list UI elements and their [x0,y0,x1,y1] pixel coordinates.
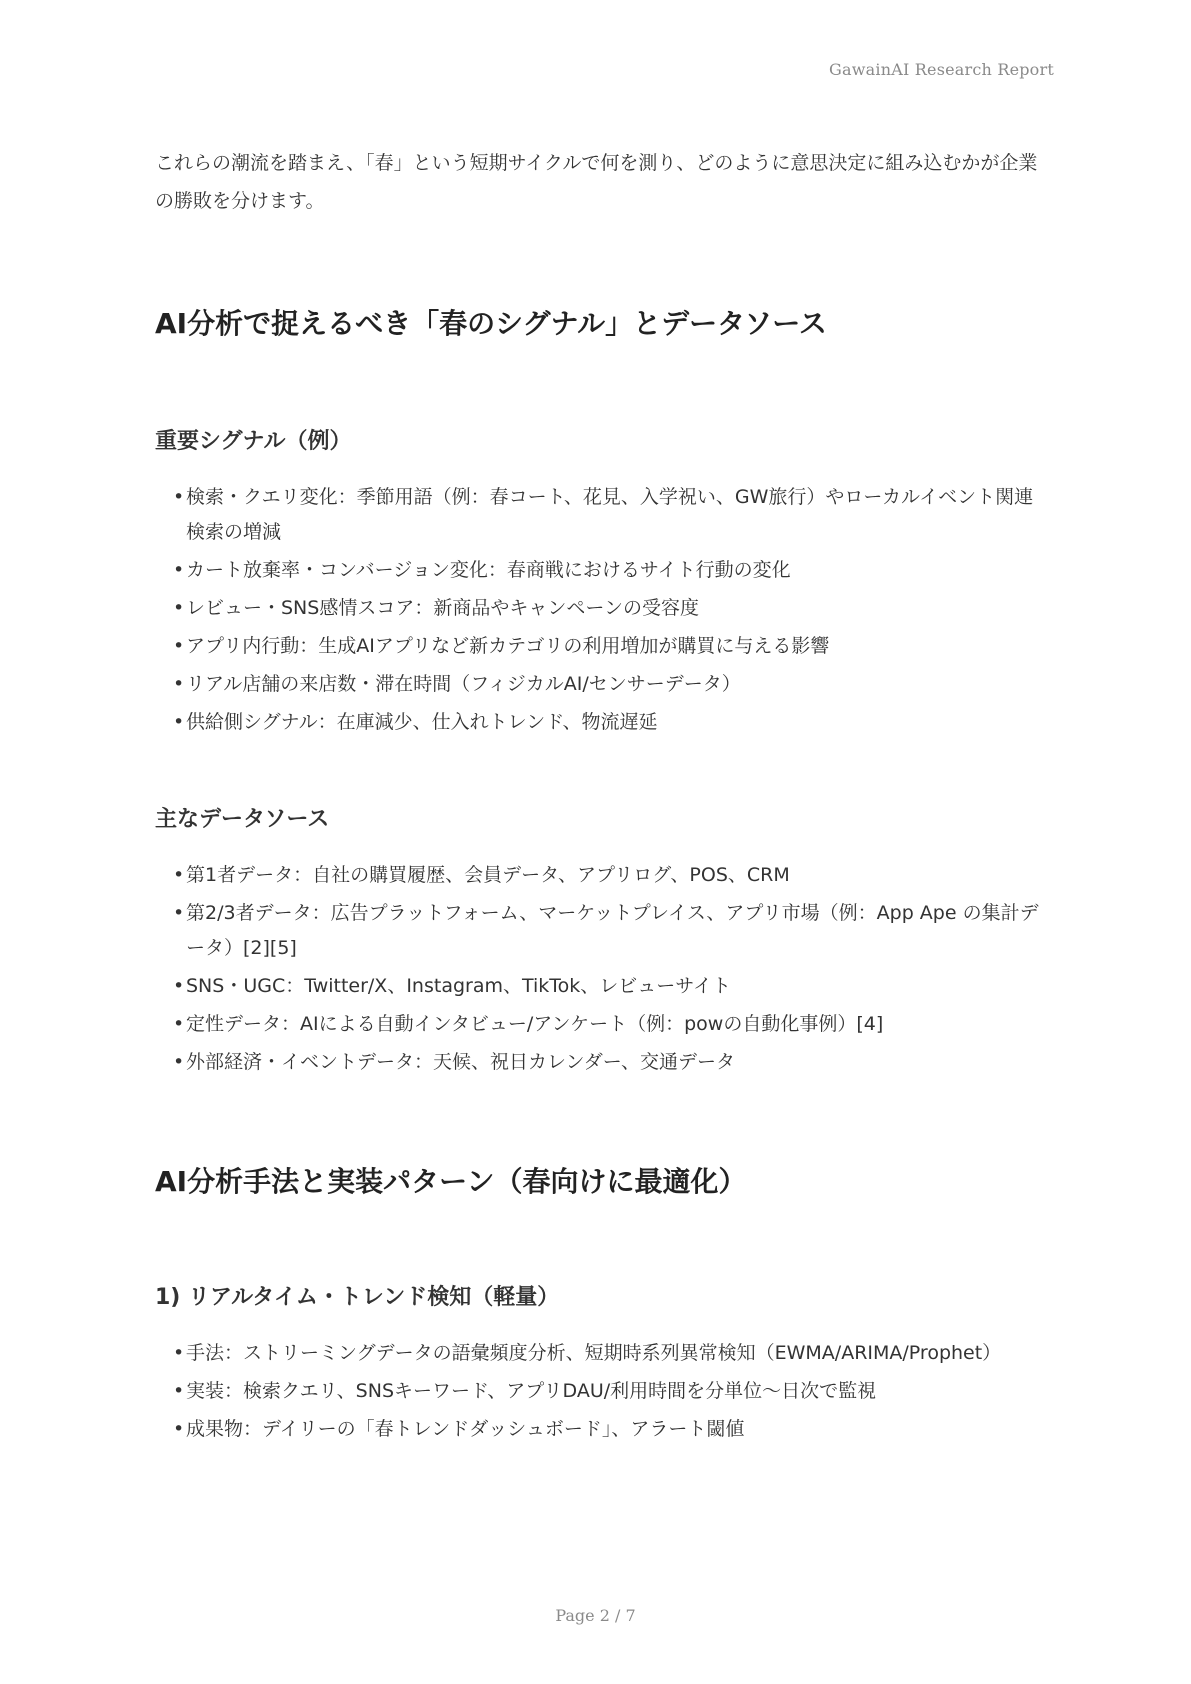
list-item [155,1045,1045,1080]
list-item [155,591,1045,626]
list-item-text: リアル店舗の来店数・滞在時間（フィジカルAI/センサーデータ） [186,673,741,695]
bullet-icon: • [173,1380,185,1402]
bullet-icon: • [173,1418,185,1440]
data-sources-list [155,858,1045,1080]
subsection-title-key-signals: 重要シグナル（例） [155,429,352,454]
list-item-text: 第1者データ：自社の購買履歴、会員データ、アプリログ、POS、CRM [186,864,790,886]
intro-paragraph: これらの潮流を踏まえ、「春」という短期サイクルで何を測り、どのように意思決定に組み込むかが企業の勝敗を分けます。 [155,152,1038,212]
bullet-icon: • [173,635,185,657]
list-item [155,480,1045,550]
list-item-text: 定性データ：AIによる自動インタビュー/アンケート（例：powの自動化事例）[4] [186,1013,884,1035]
list-item-text: 外部経済・イベントデータ：天候、祝日カレンダー、交通データ [186,1051,736,1073]
list-item-text: 実装：検索クエリ、SNSキーワード、アプリDAU/利用時間を分単位〜日次で監視 [186,1380,877,1402]
subsection-title-data-sources: 主なデータソース [155,807,330,832]
list-item [155,1412,1045,1447]
bullet-icon: • [173,975,185,997]
bullet-icon: • [173,486,185,508]
list-item [155,705,1045,740]
list-item-text: 検索・クエリ変化：季節用語（例：春コート、花見、入学祝い、GW旅行）やローカルイベント関連検索の増減 [186,486,1034,543]
key-signals-list [155,480,1045,740]
list-item-text: SNS・UGC：Twitter/X、Instagram、TikTok、レビューサイト [186,975,731,997]
section-title-signals: AI分析で捉えるべき「春のシグナル」とデータソース [155,307,827,340]
page-content [155,144,1045,1450]
list-item-text: アプリ内行動：生成AIアプリなど新カテゴリの利用増加が購買に与える影響 [186,635,830,657]
list-item [155,553,1045,588]
list-item [155,1336,1045,1371]
list-item-text: 手法：ストリーミングデータの語彙頻度分析、短期時系列異常検知（EWMA/ARIMA/Prophet） [186,1342,1002,1364]
list-item-text: カート放棄率・コンバージョン変化：春商戦におけるサイト行動の変化 [186,559,791,581]
bullet-icon: • [173,597,185,619]
bullet-icon: • [173,711,185,733]
bullet-icon: • [173,673,185,695]
list-item [155,1007,1045,1042]
list-item [155,969,1045,1004]
list-item-text: 供給側シグナル：在庫減少、仕入れトレンド、物流遅延 [186,711,658,733]
section-title-methods: AI分析手法と実装パターン（春向けに最適化） [155,1165,747,1198]
list-item-text: 第2/3者データ：広告プラットフォーム、マーケットプレイス、アプリ市場（例：App Ape の集計データ）[2][5] [186,902,1039,959]
list-item [155,667,1045,702]
bullet-icon: • [173,559,185,581]
list-item [155,896,1045,966]
list-item [155,1374,1045,1409]
bullet-icon: • [173,902,185,924]
running-header: GawainAI Research Report [829,60,1054,79]
bullet-icon: • [173,1342,185,1364]
subsection-title-realtime: 1) リアルタイム・トレンド検知（軽量） [155,1285,560,1310]
bullet-icon: • [173,864,185,886]
list-item-text: 成果物：デイリーの「春トレンドダッシュボード」、アラート閾値 [186,1418,745,1440]
list-item [155,858,1045,893]
bullet-icon: • [173,1051,185,1073]
list-item [155,629,1045,664]
bullet-icon: • [173,1013,185,1035]
realtime-list [155,1336,1045,1447]
list-item-text: レビュー・SNS感情スコア：新商品やキャンペーンの受容度 [186,597,699,619]
page-number: Page 2 / 7 [555,1606,636,1625]
